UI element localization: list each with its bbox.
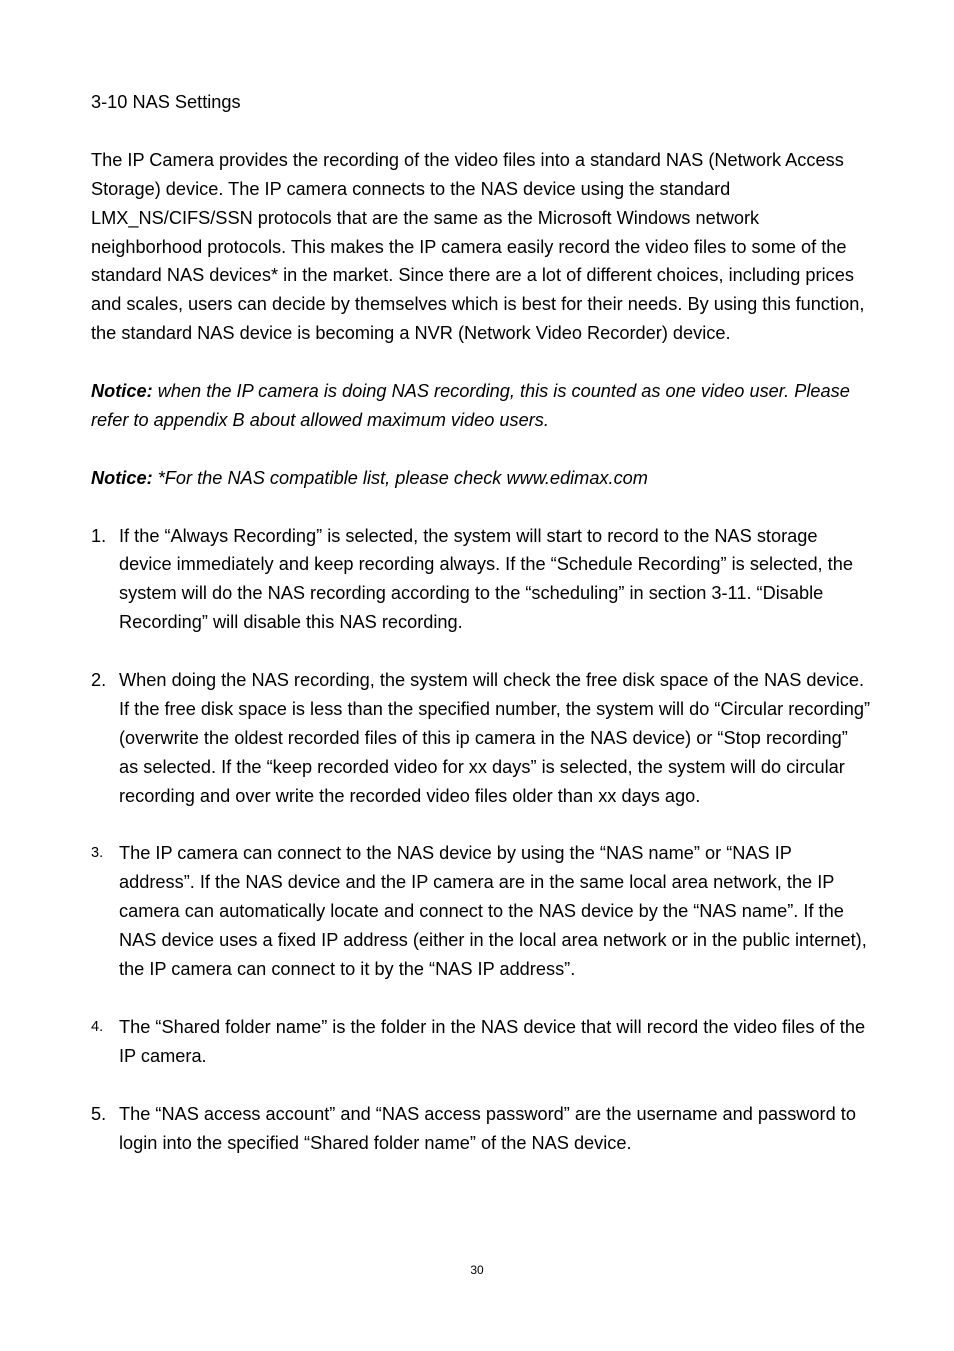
list-item [91,666,871,811]
page-number: 30 [470,1263,484,1277]
list-item-number: 2. [91,670,107,691]
notice-text: when the IP camera is doing NAS recording, this is counted as one video user. Please refer to appendix B about allowed maximum video users. [91,381,850,430]
list-item-number: 4. [91,1018,104,1035]
numbered-list [91,522,871,1158]
notice-compatible-list [91,464,871,493]
list-item-number: 1. [91,525,107,546]
list-item-text: If the “Always Recording” is selected, the system will start to record to the NAS storage device immediately and keep recording always. If the “Schedule Recording” is selected, the system will do the NAS recording according to the “scheduling” in section 3-11. “Disable Recording” will disable this NAS recording. [119,525,853,633]
list-item-text: When doing the NAS recording, the system will check the free disk space of the NAS device. If the free disk space is less than the specified number, the system will do “Circular recording” (overwrite the oldest recorded files of this ip camera in the NAS device) or “Stop recording” as selected. If the “keep recorded video for xx days” is selected, the system will do circular recording and over write the recorded video files older than xx days ago. [119,670,871,806]
notice-label: Notice: [91,381,153,402]
list-item-text: The “NAS access account” and “NAS access password” are the username and password to login into the specified “Shared folder name” of the NAS device. [119,1103,856,1153]
notice-label: Notice: [91,467,153,488]
list-item [91,522,871,638]
section-heading: 3-10 NAS Settings [91,92,241,112]
list-item-text: The “Shared folder name” is the folder in the NAS device that will record the video files of the IP camera. [119,1016,866,1066]
list-item-text: The IP camera can connect to the NAS device by using the “NAS name” or “NAS IP address”. If the NAS device and the IP camera are in the same local area network, the IP camera can automatically locate and connect to the NAS device by the “NAS name”. If the NAS device uses a fixed IP address (either in the local area network or in the public internet), the IP camera can connect to it by the “NAS IP address”. [119,843,867,980]
notice-video-user [91,377,871,435]
list-item [91,839,871,984]
list-item-number: 5. [91,1103,107,1124]
list-item [91,1013,871,1071]
list-item [91,1100,871,1158]
notice-text: *For the NAS compatible list, please check www.edimax.com [152,467,648,488]
document-page [91,88,871,1186]
intro-paragraph: The IP Camera provides the recording of the video files into a standard NAS (Network Access Storage) device. The IP camera connects to the NAS device using the standard LMX_NS/CIFS/SSN protocols that are the same as the Microsoft Windows network neighborhood protocols. This makes the IP camera easily record the video files to some of the standard NAS devices* in the market. Since there are a lot of different choices, including prices and scales, users can decide by themselves which is best for their needs. By using this function, the standard NAS device is becoming a NVR (Network Video Recorder) device. [91,149,865,344]
list-item-number: 3. [91,845,104,862]
